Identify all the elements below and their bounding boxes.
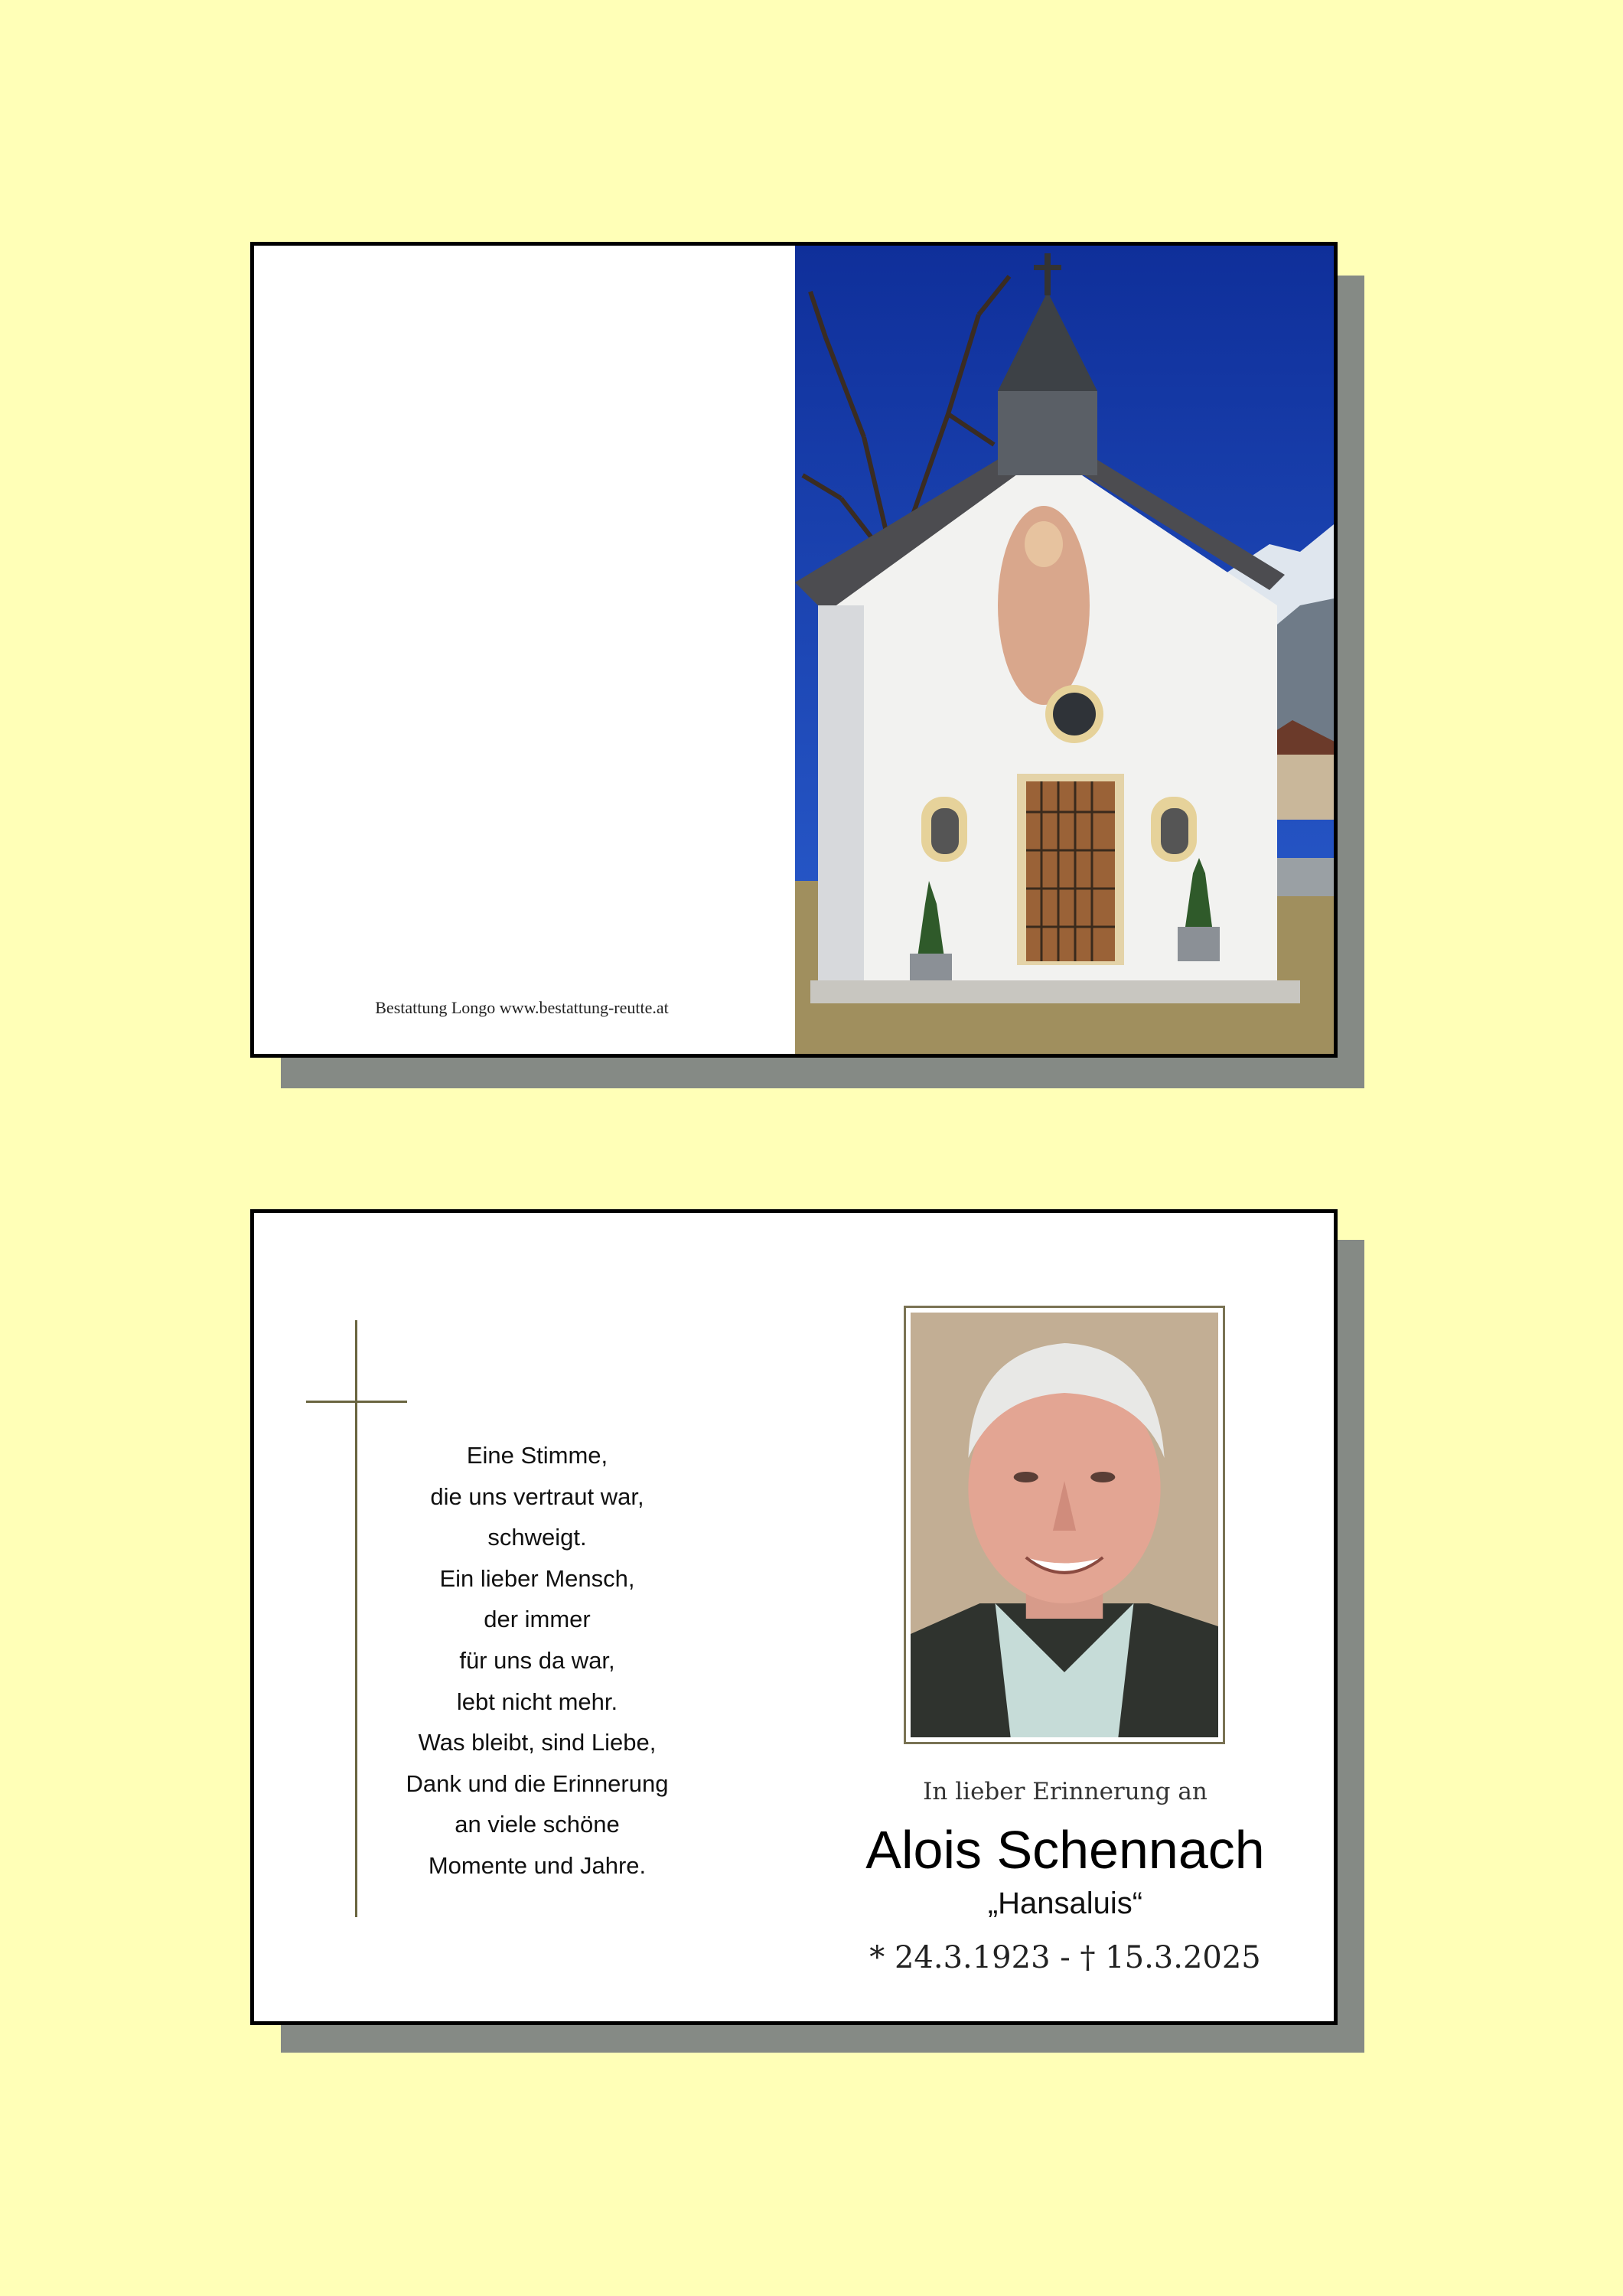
poem-line: für uns da war, [459, 1646, 615, 1674]
poem-line: Momente und Jahre. [428, 1851, 647, 1879]
poem-line: Dank und die Erinnerung [406, 1769, 669, 1797]
life-dates: * 24.3.1923 - † 15.3.2025 [869, 1940, 1261, 1975]
poem-line: Eine Stimme, [466, 1442, 608, 1469]
poem-line: lebt nicht mehr. [456, 1688, 618, 1715]
card-inner-side [250, 1209, 1338, 2025]
poem-line: die uns vertraut war, [430, 1482, 644, 1510]
chapel-photo [795, 246, 1338, 1054]
poem-line: der immer [484, 1606, 591, 1633]
memory-line: In lieber Erinnerung an [923, 1778, 1207, 1805]
poem-line: Ein lieber Mensch, [439, 1564, 635, 1592]
poem-line: schweigt. [487, 1524, 587, 1551]
funeral-home-credit: Bestattung Longo www.bestattung-reutte.at [375, 998, 669, 1017]
cross-icon [355, 1320, 357, 1917]
cross-icon-bar [306, 1401, 407, 1403]
memorial-poem [376, 1435, 698, 1887]
card-outer-side [250, 242, 1338, 1058]
poem-line: Was bleibt, sind Liebe, [418, 1729, 657, 1756]
portrait-photo [904, 1306, 1225, 1744]
poem-line: an viele schöne [455, 1811, 620, 1838]
deceased-nickname: „Hansaluis“ [987, 1887, 1143, 1920]
deceased-name: Alois Schennach [865, 1820, 1265, 1880]
